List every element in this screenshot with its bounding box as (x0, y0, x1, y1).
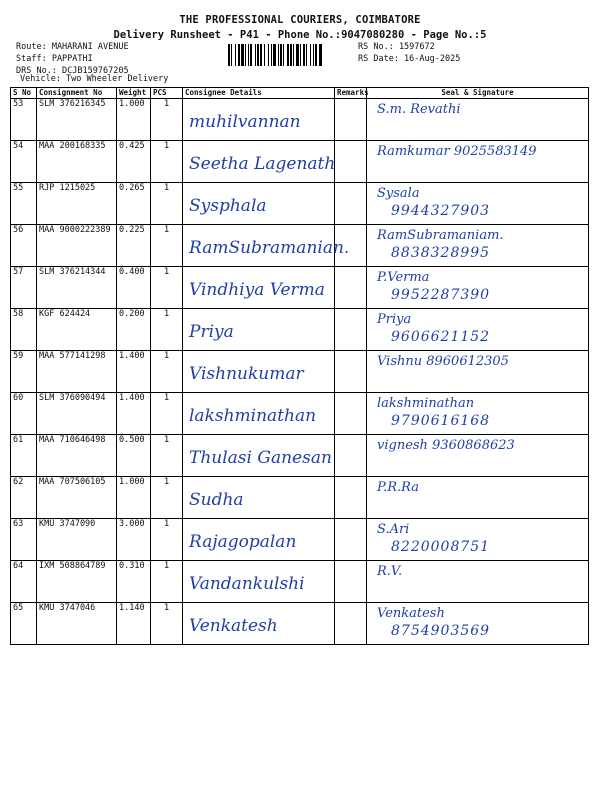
consignee-cell (183, 267, 335, 309)
pieces-count: 1 (151, 519, 183, 561)
col-header-remarks: Remarks (335, 88, 367, 99)
seal-signature-cell (367, 351, 589, 393)
signature-line-1: lakshminathan (377, 396, 475, 411)
document-title: THE PROFESSIONAL COURIERS, COIMBATORE (179, 14, 421, 26)
consignee-handwritten-name: Sysphala (189, 196, 267, 216)
seal-signature-cell (367, 99, 589, 141)
table-row (11, 183, 589, 225)
pieces-count: 1 (151, 267, 183, 309)
signature-line-1: R.V. (377, 564, 403, 579)
col-header-seal: Seal & Signature (367, 88, 589, 99)
weight-value: 0.310 (117, 561, 151, 603)
remarks-cell (335, 519, 367, 561)
signature-line-1: P.Verma (377, 270, 430, 285)
weight-value: 0.400 (117, 267, 151, 309)
route-info (16, 41, 129, 77)
consignment-number: SLM 376090494 (37, 393, 117, 435)
consignment-number: IXM 508864789 (37, 561, 117, 603)
pieces-count: 1 (151, 603, 183, 645)
consignee-cell (183, 309, 335, 351)
consignment-number: KMU 3747046 (37, 603, 117, 645)
consignee-cell (183, 183, 335, 225)
consignee-handwritten-name: lakshminathan (189, 406, 317, 426)
weight-value: 1.140 (117, 603, 151, 645)
pieces-count: 1 (151, 351, 183, 393)
remarks-cell (335, 183, 367, 225)
consignment-number: SLM 376216345 (37, 99, 117, 141)
table-row (11, 561, 589, 603)
remarks-cell (335, 477, 367, 519)
seal-signature-cell (367, 309, 589, 351)
consignee-cell (183, 393, 335, 435)
table-row (11, 225, 589, 267)
table-row (11, 435, 589, 477)
consignment-number: RJP 1215025 (37, 183, 117, 225)
serial-number: 58 (11, 309, 37, 351)
serial-number: 59 (11, 351, 37, 393)
consignee-cell (183, 351, 335, 393)
weight-value: 3.000 (117, 519, 151, 561)
rs-number: RS No.: 1597672 (358, 42, 435, 52)
col-header-consignee: Consignee Details (183, 88, 335, 99)
serial-number: 60 (11, 393, 37, 435)
signature-line-1: S.Ari (377, 522, 410, 537)
seal-signature-cell (367, 141, 589, 183)
weight-value: 1.400 (117, 393, 151, 435)
table-row (11, 603, 589, 645)
serial-number: 56 (11, 225, 37, 267)
signature-line-1: Sysala (377, 186, 420, 201)
consignee-handwritten-name: Vishnukumar (189, 364, 304, 384)
consignee-handwritten-name: Vindhiya Verma (189, 280, 325, 300)
consignee-handwritten-name: Sudha (189, 490, 244, 510)
runsheet-subtitle: Delivery Runsheet - P41 - Phone No.:9047080280 - Page No.:5 (113, 29, 487, 41)
serial-number: 65 (11, 603, 37, 645)
rs-info (358, 41, 460, 65)
consignee-handwritten-name: Thulasi Ganesan (189, 448, 332, 468)
seal-signature-cell (367, 603, 589, 645)
consignment-number: KMU 3747090 (37, 519, 117, 561)
seal-signature-cell (367, 267, 589, 309)
table-row (11, 477, 589, 519)
remarks-cell (335, 393, 367, 435)
pieces-count: 1 (151, 141, 183, 183)
signature-line-2: 8754903569 (391, 623, 491, 639)
signature-line-1: Ramkumar 9025583149 (377, 144, 537, 159)
pieces-count: 1 (151, 561, 183, 603)
consignee-cell (183, 561, 335, 603)
consignee-handwritten-name: muhilvannan (189, 112, 301, 132)
serial-number: 64 (11, 561, 37, 603)
remarks-cell (335, 351, 367, 393)
serial-number: 53 (11, 99, 37, 141)
consignee-cell (183, 99, 335, 141)
seal-signature-cell (367, 477, 589, 519)
seal-signature-cell (367, 435, 589, 477)
remarks-cell (335, 267, 367, 309)
seal-signature-cell (367, 393, 589, 435)
remarks-cell (335, 603, 367, 645)
consignment-number: MAA 9000222389 (37, 225, 117, 267)
col-header-weight: Weight (117, 88, 151, 99)
weight-value: 1.000 (117, 477, 151, 519)
consignee-handwritten-name: Vandankulshi (189, 574, 305, 594)
weight-value: 0.265 (117, 183, 151, 225)
consignment-number: MAA 577141298 (37, 351, 117, 393)
consignee-handwritten-name: Rajagopalan (189, 532, 297, 552)
serial-number: 54 (11, 141, 37, 183)
remarks-cell (335, 309, 367, 351)
weight-value: 0.500 (117, 435, 151, 477)
signature-line-1: Priya (377, 312, 412, 327)
signature-line-1: RamSubramaniam. (377, 228, 504, 243)
signature-line-2: 9606621152 (391, 329, 491, 345)
runsheet-table (10, 87, 589, 645)
signature-line-2: 8838328995 (391, 245, 491, 261)
pieces-count: 1 (151, 393, 183, 435)
route-label: Route: MAHARANI AVENUE (16, 42, 129, 52)
col-header-sno: S No (11, 88, 37, 99)
seal-signature-cell (367, 519, 589, 561)
weight-value: 0.225 (117, 225, 151, 267)
consignee-handwritten-name: Seetha Lagenath (189, 154, 336, 174)
seal-signature-cell (367, 183, 589, 225)
seal-signature-cell (367, 561, 589, 603)
pieces-count: 1 (151, 225, 183, 267)
serial-number: 63 (11, 519, 37, 561)
signature-line-2: 9952287390 (391, 287, 491, 303)
pieces-count: 1 (151, 183, 183, 225)
signature-line-1: vignesh 9360868623 (377, 438, 515, 453)
consignee-handwritten-name: Priya (189, 322, 234, 342)
consignee-cell (183, 435, 335, 477)
table-row (11, 393, 589, 435)
col-header-pcs: PCS (151, 88, 183, 99)
remarks-cell (335, 99, 367, 141)
signature-line-2: 9790616168 (391, 413, 491, 429)
table-row (11, 141, 589, 183)
barcode-image (228, 44, 352, 66)
weight-value: 1.000 (117, 99, 151, 141)
consignment-number: MAA 710646498 (37, 435, 117, 477)
col-header-consignment: Consignment No (37, 88, 117, 99)
signature-line-1: Vishnu 8960612305 (377, 354, 509, 369)
consignment-number: SLM 376214344 (37, 267, 117, 309)
consignee-cell (183, 519, 335, 561)
table-header-row (11, 88, 589, 99)
table-row (11, 267, 589, 309)
table-row (11, 351, 589, 393)
consignment-number: KGF 624424 (37, 309, 117, 351)
weight-value: 0.425 (117, 141, 151, 183)
pieces-count: 1 (151, 477, 183, 519)
weight-value: 1.400 (117, 351, 151, 393)
serial-number: 55 (11, 183, 37, 225)
seal-signature-cell (367, 225, 589, 267)
vehicle-label: Vehicle: Two Wheeler Delivery (20, 74, 169, 84)
rs-date: RS Date: 16-Aug-2025 (358, 54, 461, 64)
weight-value: 0.200 (117, 309, 151, 351)
consignee-handwritten-name: Venkatesh (189, 616, 278, 636)
serial-number: 61 (11, 435, 37, 477)
remarks-cell (335, 141, 367, 183)
consignment-number: MAA 707506105 (37, 477, 117, 519)
consignment-number: MAA 200168335 (37, 141, 117, 183)
remarks-cell (335, 435, 367, 477)
signature-line-1: S.m. Revathi (377, 102, 461, 117)
pieces-count: 1 (151, 435, 183, 477)
pieces-count: 1 (151, 309, 183, 351)
table-row (11, 519, 589, 561)
table-row (11, 309, 589, 351)
consignee-cell (183, 141, 335, 183)
signature-line-1: Venkatesh (377, 606, 445, 621)
remarks-cell (335, 561, 367, 603)
consignee-handwritten-name: RamSubramanian. (189, 238, 350, 258)
signature-line-2: 8220008751 (391, 539, 491, 555)
staff-label: Staff: PAPPATHI (16, 54, 93, 64)
signature-line-1: P.R.Ra (377, 480, 420, 495)
drs-number: DRS No.: DCJB159767205 (16, 66, 129, 76)
consignee-cell (183, 477, 335, 519)
consignee-cell (183, 603, 335, 645)
serial-number: 57 (11, 267, 37, 309)
consignee-cell (183, 225, 350, 267)
pieces-count: 1 (151, 99, 183, 141)
table-row (11, 99, 589, 141)
serial-number: 62 (11, 477, 37, 519)
signature-line-2: 9944327903 (391, 203, 491, 219)
